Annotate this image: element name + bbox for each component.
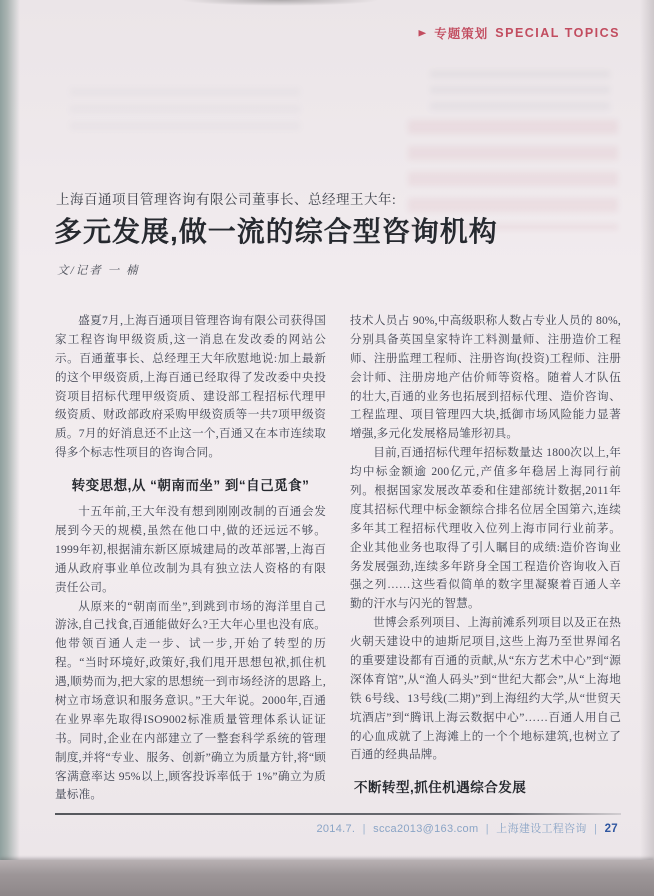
article-body [55, 312, 621, 802]
section-header [419, 24, 620, 42]
section-heading: 转变思想,从 “朝南而坐” 到“自己觅食” [71, 478, 310, 494]
footer-date: 2014.7. [316, 823, 356, 835]
section-header-cn: 专题策划 [434, 27, 489, 41]
triangle-bullet-icon: ▶ [418, 28, 428, 38]
footer-page-number: 27 [604, 823, 618, 835]
footer-separator: | [594, 823, 598, 835]
scan-bottom-band [0, 860, 654, 896]
article-kicker: 上海百通项目管理咨询有限公司董事长、总经理王大年: [56, 192, 397, 207]
footer-email: scca2013@163.com [373, 823, 479, 835]
paragraph: 从原来的“朝南而坐”,到跳到市场的海洋里自己游泳,自己找食,百通能做好么?王大年心里也没有底。他带领百通人走一步、试一步,开始了转型的历程。“当时环境好,政策好,我们甩开思想包袱,抓住机遇,顺势而为,把大家的思想统一到市场经济的思路上,树立市场意识和服务意识。”王大年说。2000年,百通在业界率先取得ISO9002标准质量管理体系认证证书。同时,企业在内部建立了一整套科学系统的管理制度,并将“专业、服务、创新”确立为质量方针,将“顾客满意率达 95%以上,顾客投诉率低于 1%”确立为质量标准。 [55, 599, 326, 802]
right-column [350, 312, 621, 802]
page-left-edge-shadow [0, 0, 20, 896]
footer-journal-name: 上海建设工程咨询 [496, 823, 587, 835]
paragraph: 目前,百通招标代理年招标数量达 1800次以上,年均中标金额逾 200亿元,产值多年稳居上海同行前列。根据国家发展改革委和住建部统计数据,2011年度其招标代理中标金额综合排名位居全国第六,连续多年其工程招标代理收入位列上海市同行业前茅。企业其他业务也取得了引人瞩目的成绩:造价咨询业务发展强劲,连续多年跻身全国工程造价咨询收入百强之列……这些看似简单的数字里凝聚着百通人辛勤的汗水与闪光的智慧。 [350, 446, 621, 611]
article-title: 多元发展,做一流的综合型咨询机构 [54, 216, 498, 247]
page-right-edge-shadow [640, 0, 654, 896]
paragraph: 技术人员占 90%,中高级职称人数占专业人员的 80%,分别具备英国皇家特许工料测量师、注册造价工程师、注册监理工程师、注册咨询(投资)工程师、注册会计师、注册房地产估价师等资格。随着人才队伍的壮大,百通的业务也拓展到招标代理、造价咨询、工程监理、项目管理四大块,抵御市场风险能力显著增强,多元化发展格局雏形初具。 [350, 314, 621, 441]
footer [316, 820, 618, 836]
paragraph: 盛夏7月,上海百通项目管理咨询有限公司获得国家工程咨询甲级资质,这一消息在发改委的网站公示。百通董事长、总经理王大年欣慰地说:加上最新的这个甲级资质,上海百通已经取得了发改委中央投资项目招标代理甲级资质、建设部工程招标代理甲级资质、财政部政府采购甲级资质等一共7项甲级资质。7月的好消息还不止这一个,百通又在本市连续取得多个标志性项目的咨询合同。 [55, 314, 326, 460]
footer-separator: | [362, 823, 366, 835]
paragraph: 世博会系列项目、上海前滩系列项目以及正在热火朝天建设中的迪斯尼项目,这些上海乃至世界闻名的重要建设都有百通的贡献,从“东方艺术中心”到“源深体育馆”,从“渔人码头”到“世纪大都会”,从“上海地铁 6号线、13号线(二期)”到上海纽约大学,从“世贸天坑酒店”到“腾讯上海云数据中心”……百通人用自己的心血成就了上海滩上的一个个地标建筑,也树立了百通的经典品牌。 [350, 616, 621, 762]
footer-rule [55, 813, 621, 815]
page-top-shadow [180, 0, 380, 6]
footer-separator: | [485, 823, 489, 835]
article-byline: 文/记者 一 楠 [57, 265, 140, 277]
left-column [55, 312, 326, 802]
section-header-en: SPECIAL TOPICS [495, 26, 620, 40]
paragraph: 十五年前,王大年没有想到刚刚改制的百通会发展到今天的规模,虽然在他口中,做的还远远不够。1999年初,根据浦东新区原城建局的改革部署,上海百通从政府事业单位改制为具有独立法人资格的有限责任公司。 [55, 505, 326, 594]
section-heading: 不断转型,抓住机遇综合发展 [354, 780, 527, 796]
